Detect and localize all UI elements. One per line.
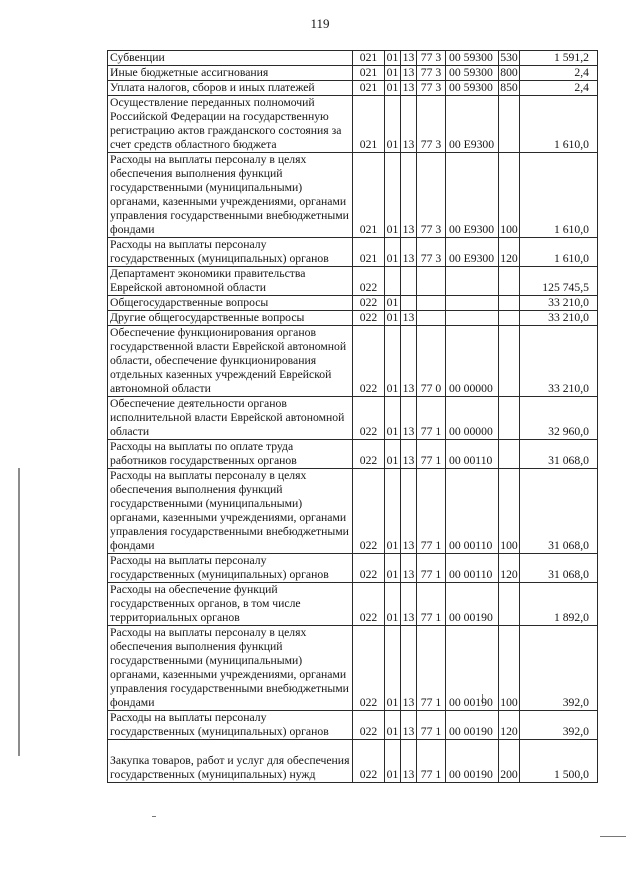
row-gov-code: 021 <box>353 153 385 238</box>
row-subsection: 13 <box>401 51 417 66</box>
row-expense-type <box>499 96 520 153</box>
row-amount: 392,0 <box>520 711 598 740</box>
row-program: 77 1 <box>417 711 446 740</box>
row-article: 00 00190 <box>446 583 499 626</box>
row-section: 01 <box>385 66 401 81</box>
row-article <box>446 267 499 296</box>
table-row <box>108 267 598 296</box>
row-gov-code: 022 <box>353 267 385 296</box>
row-expense-type <box>499 397 520 440</box>
row-gov-code: 022 <box>353 311 385 326</box>
row-article: 00 00000 <box>446 326 499 397</box>
row-expense-type: 850 <box>500 81 518 94</box>
row-section: 01 <box>385 583 401 626</box>
budget-table <box>107 50 598 783</box>
row-program: 77 3 <box>417 153 446 238</box>
row-gov-code: 021 <box>353 81 385 96</box>
row-amount: 31 068,0 <box>520 440 598 469</box>
row-program: 77 1 <box>417 440 446 469</box>
table-row <box>108 96 598 153</box>
row-section <box>385 267 401 296</box>
row-subsection: 13 <box>401 554 417 583</box>
row-article: 00 59300 <box>446 81 499 96</box>
row-program: 77 3 <box>417 238 446 267</box>
row-expense-type: 120 <box>499 554 520 583</box>
row-section: 01 <box>385 238 401 267</box>
table-row <box>108 711 598 740</box>
row-name: Общегосударственные вопросы <box>108 296 353 311</box>
row-gov-code: 022 <box>353 711 385 740</box>
row-name: Расходы на выплаты персоналу в целях обеспечения выполнения функций государственными (муниципальными) органами, казенными учреждениями, органами управления государственными внебюджетными фондами <box>108 153 353 238</box>
row-program: 77 3 <box>417 66 446 81</box>
row-expense-type: 120 <box>499 238 520 267</box>
table-row <box>108 81 598 96</box>
row-name: Другие общегосударственные вопросы <box>108 311 353 326</box>
row-subsection <box>401 267 417 296</box>
row-article: 00 59300 <box>446 66 499 81</box>
row-section: 01 <box>385 326 401 397</box>
row-gov-code: 021 <box>353 96 385 153</box>
row-section: 01 <box>385 96 401 153</box>
row-amount: 2,4 <box>520 66 598 81</box>
row-amount: 392,0 <box>520 626 598 711</box>
row-expense-type: 100 <box>499 153 520 238</box>
row-program: 77 1 <box>417 554 446 583</box>
row-program: 77 1 <box>417 626 446 711</box>
row-article: 00 Е9300 <box>446 96 499 153</box>
row-subsection: 13 <box>401 326 417 397</box>
row-section: 01 <box>385 51 401 66</box>
row-amount: 1 610,0 <box>520 96 598 153</box>
table-row <box>108 554 598 583</box>
row-subsection: 13 <box>401 81 417 96</box>
row-name: Субвенции <box>108 51 353 66</box>
row-section: 01 <box>385 711 401 740</box>
row-expense-type: 530 <box>500 51 518 64</box>
row-name: Обеспечение деятельности органов исполнительной власти Еврейской автономной области <box>108 397 353 440</box>
row-amount: 31 068,0 <box>520 469 598 554</box>
table-row <box>108 440 598 469</box>
row-subsection: 13 <box>401 96 417 153</box>
row-gov-code: 022 <box>353 554 385 583</box>
row-subsection: 13 <box>401 711 417 740</box>
row-program: 77 1 <box>417 469 446 554</box>
row-article <box>446 296 499 311</box>
table-row <box>108 626 598 711</box>
row-expense-type: 100 <box>499 626 520 711</box>
row-amount: 33 210,0 <box>520 296 598 311</box>
row-amount: 31 068,0 <box>520 554 598 583</box>
row-name: Иные бюджетные ассигнования <box>108 66 353 81</box>
row-article: 00 00190 <box>446 740 499 783</box>
row-section: 01 <box>385 311 401 326</box>
row-gov-code: 021 <box>353 51 385 66</box>
row-expense-type <box>499 583 520 626</box>
row-expense-type: 800 <box>500 66 518 79</box>
table-row <box>108 153 598 238</box>
row-gov-code: 021 <box>353 238 385 267</box>
row-subsection: 13 <box>401 153 417 238</box>
row-amount: 1 591,2 <box>520 51 598 66</box>
row-amount: 32 960,0 <box>520 397 598 440</box>
row-name: Осуществление переданных полномочий Российской Федерации на государственную регистрацию актов гражданского состояния за счет средств областного бюджета <box>108 96 353 153</box>
row-section: 01 <box>385 626 401 711</box>
row-article: 00 59300 <box>446 51 499 66</box>
scan-mark <box>600 836 626 837</box>
row-subsection: 13 <box>401 397 417 440</box>
table-row <box>108 296 598 311</box>
row-amount: 1 610,0 <box>520 153 598 238</box>
row-section: 01 <box>385 440 401 469</box>
row-name: Расходы на выплаты по оплате труда работников государственных органов <box>108 440 353 469</box>
row-article: 00 Е9300 <box>446 238 499 267</box>
table-row <box>108 238 598 267</box>
table-row <box>108 326 598 397</box>
row-section: 01 <box>385 740 401 783</box>
row-subsection: 13 <box>401 440 417 469</box>
table-row <box>108 469 598 554</box>
row-name: Расходы на выплаты персоналу в целях обеспечения выполнения функций государственными (муниципальными) органами, казенными учреждениями, органами управления государственными внебюджетными фондами <box>108 626 353 711</box>
row-name: Расходы на выплаты персоналу в целях обеспечения выполнения функций государственными (муниципальными) органами, казенными учреждениями, органами управления государственными внебюджетными фондами <box>108 469 353 554</box>
row-program: 77 3 <box>417 96 446 153</box>
row-expense-type <box>499 326 520 397</box>
scan-mark <box>152 816 156 817</box>
row-subsection: 13 <box>401 66 417 81</box>
row-subsection: 13 <box>401 311 417 326</box>
row-name: Расходы на выплаты персоналу государственных (муниципальных) органов <box>108 711 353 740</box>
row-gov-code: 022 <box>353 740 385 783</box>
table-row <box>108 311 598 326</box>
row-program: 77 1 <box>417 583 446 626</box>
row-expense-type: 120 <box>499 711 520 740</box>
row-expense-type <box>499 267 520 296</box>
row-article: 00 00000 <box>446 397 499 440</box>
row-program <box>417 311 446 326</box>
row-gov-code: 022 <box>353 469 385 554</box>
row-section: 01 <box>385 153 401 238</box>
row-section: 01 <box>385 554 401 583</box>
row-amount: 33 210,0 <box>520 311 598 326</box>
row-section: 01 <box>385 397 401 440</box>
row-subsection: 13 <box>401 626 417 711</box>
row-program: 77 3 <box>417 81 446 96</box>
row-expense-type: 100 <box>499 469 520 554</box>
table-row <box>108 740 598 783</box>
row-name: Уплата налогов, сборов и иных платежей <box>108 81 353 96</box>
row-gov-code: 022 <box>353 397 385 440</box>
row-program: 77 0 <box>417 326 446 397</box>
row-name: Департамент экономики правительства Еврейской автономной области <box>108 267 353 296</box>
row-subsection: 13 <box>401 469 417 554</box>
row-section: 01 <box>385 81 401 96</box>
row-expense-type <box>499 440 520 469</box>
row-amount: 1 892,0 <box>520 583 598 626</box>
row-article: 00 00190 <box>446 711 499 740</box>
row-subsection: 13 <box>401 238 417 267</box>
row-gov-code: 022 <box>353 583 385 626</box>
row-gov-code: 022 <box>353 326 385 397</box>
page-number: 119 <box>310 16 330 31</box>
scan-margin-line <box>18 468 20 756</box>
row-name: Обеспечение функционирования органов государственной власти Еврейской автономной области, обеспечение функционирования отдельных казенных учреждений Еврейской автономной области <box>108 326 353 397</box>
row-name: Закупка товаров, работ и услуг для обеспечения государственных (муниципальных) нужд <box>108 740 353 783</box>
row-amount: 1 610,0 <box>520 238 598 267</box>
row-name: Расходы на обеспечение функций государственных органов, в том числе территориальных органов <box>108 583 353 626</box>
row-amount: 33 210,0 <box>520 326 598 397</box>
row-gov-code: 022 <box>353 296 385 311</box>
row-gov-code: 021 <box>353 66 385 81</box>
row-section: 01 <box>385 296 401 311</box>
row-gov-code: 022 <box>353 626 385 711</box>
row-program <box>417 296 446 311</box>
row-subsection: 13 <box>401 740 417 783</box>
row-name: Расходы на выплаты персоналу государственных (муниципальных) органов <box>108 238 353 267</box>
row-article <box>446 311 499 326</box>
row-expense-type <box>499 311 520 326</box>
row-section: 01 <box>385 469 401 554</box>
table-row <box>108 51 598 66</box>
row-article: 00 00110 <box>446 440 499 469</box>
row-amount: 1 500,0 <box>520 740 598 783</box>
row-article: 00 00110 <box>446 469 499 554</box>
row-program: 77 1 <box>417 397 446 440</box>
row-article: 00 00110 <box>446 554 499 583</box>
table-row <box>108 397 598 440</box>
row-program <box>417 267 446 296</box>
row-amount: 125 745,5 <box>520 267 598 296</box>
row-amount: 2,4 <box>520 81 598 96</box>
table-row <box>108 583 598 626</box>
row-expense-type: 200 <box>499 740 520 783</box>
row-expense-type <box>499 296 520 311</box>
row-subsection <box>401 296 417 311</box>
row-gov-code: 022 <box>353 440 385 469</box>
row-name: Расходы на выплаты персоналу государственных (муниципальных) органов <box>108 554 353 583</box>
table-row <box>108 66 598 81</box>
row-article: 00 Е9300 <box>446 153 499 238</box>
row-program: 77 3 <box>417 51 446 66</box>
row-subsection: 13 <box>401 583 417 626</box>
row-program: 77 1 <box>417 740 446 783</box>
row-article: 00 00190 <box>446 626 499 711</box>
